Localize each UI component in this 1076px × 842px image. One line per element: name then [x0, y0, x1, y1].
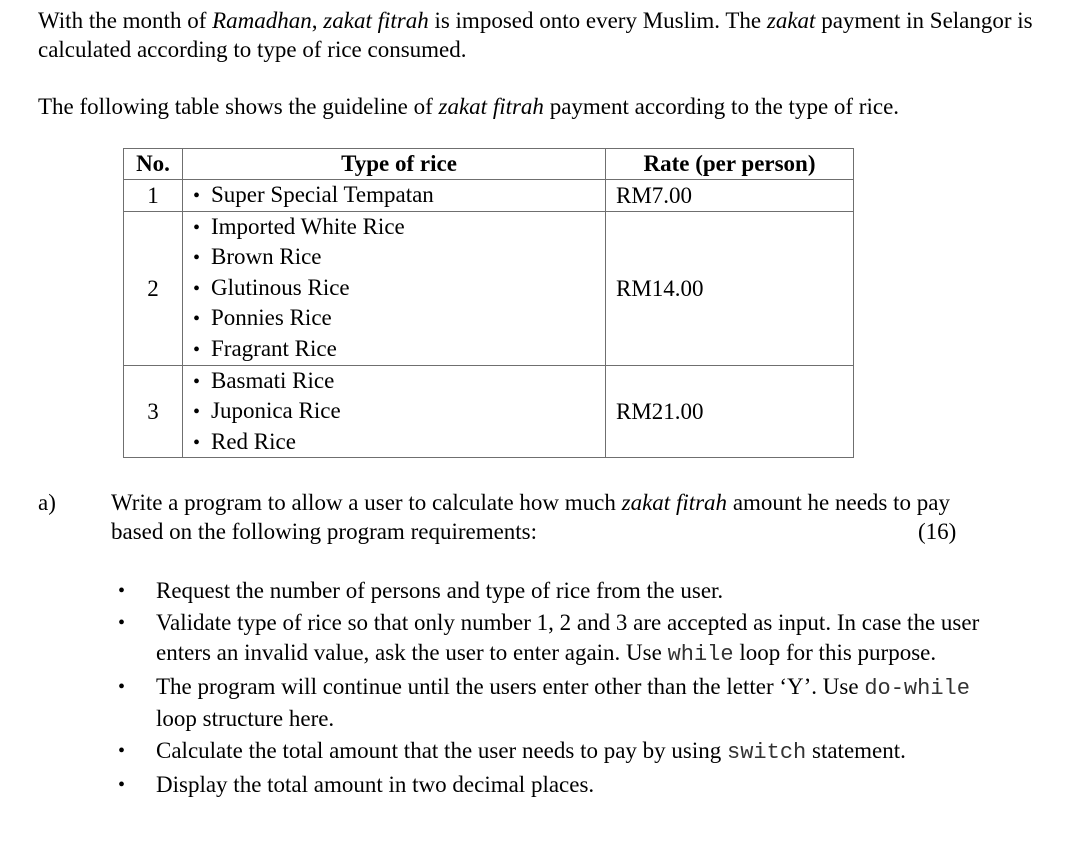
- header-type-of-rice: Type of rice: [183, 149, 606, 180]
- list-item: • Request the number of persons and type of rice from the user.: [110, 576, 990, 606]
- table-row: [124, 365, 854, 458]
- bullet-icon: •: [193, 247, 201, 270]
- question-text: Write a program to allow a user to calculate how much zakat fitrah amount he needs to pay based on the following program requirements:: [111, 490, 950, 544]
- list-item: • Display the total amount in two decimal places.: [110, 770, 990, 800]
- zakat-fitrah-term: zakat fitrah: [438, 94, 544, 119]
- table-intro-paragraph: The following table shows the guideline of zakat fitrah payment according to the type of rice.: [38, 94, 900, 119]
- code-keyword: switch: [727, 740, 807, 765]
- intro-paragraph: With the month of Ramadhan, zakat fitrah is imposed onto every Muslim. The zakat payment in Selangor is calculated according to type of rice consumed.: [38, 8, 1033, 62]
- rice-type-item: • Ponnies Rice: [193, 303, 605, 334]
- rice-types-cell: [183, 211, 606, 365]
- rice-type-item: • Super Special Tempatan: [193, 180, 605, 211]
- bullet-icon: •: [193, 401, 201, 424]
- zakat-fitrah-term: zakat fitrah: [621, 490, 728, 515]
- row-number: 1: [124, 180, 183, 212]
- rate-value: RM21.00: [606, 365, 854, 458]
- table-header-row: [124, 149, 854, 180]
- bullet-icon: •: [193, 185, 201, 207]
- list-item: • Validate type of rice so that only number 1, 2 and 3 are accepted as input. In case the user enters an invalid value, ask the user to enter again. Use while loop for this purpose.: [118, 610, 980, 667]
- table-row: [124, 211, 854, 365]
- rate-value: RM7.00: [606, 180, 854, 212]
- header-rate: Rate (per person): [606, 149, 854, 180]
- rice-types-cell: [183, 180, 606, 212]
- bullet-icon: •: [118, 774, 126, 796]
- bullet-icon: •: [193, 338, 201, 361]
- ramadhan-term: Ramadhan: [212, 8, 312, 33]
- rice-type-item: • Brown Rice: [193, 242, 605, 273]
- rice-type-item: • Imported White Rice: [193, 212, 605, 243]
- rate-value: RM14.00: [606, 211, 854, 365]
- requirements-list: [110, 576, 990, 802]
- row-number: 2: [124, 211, 183, 365]
- code-keyword: while: [667, 642, 734, 667]
- code-keyword: do-while: [864, 676, 970, 701]
- bullet-icon: •: [193, 370, 201, 393]
- question-marks: (16): [918, 519, 957, 544]
- row-number: 3: [124, 365, 183, 458]
- bullet-icon: •: [193, 216, 201, 239]
- rice-type-item: • Juponica Rice: [193, 396, 605, 427]
- zakat-fitrah-term: zakat fitrah: [323, 8, 429, 33]
- rice-types-cell: [183, 365, 606, 458]
- bullet-icon: •: [193, 277, 201, 300]
- bullet-icon: •: [118, 676, 126, 698]
- list-item: • The program will continue until the users enter other than the letter ‘Y’. Use do-while loop structure here.: [118, 674, 970, 731]
- rice-type-item: • Glutinous Rice: [193, 273, 605, 304]
- bullet-icon: •: [118, 740, 126, 762]
- bullet-icon: •: [193, 431, 201, 454]
- bullet-icon: •: [193, 308, 201, 331]
- rice-rate-table: [123, 148, 854, 458]
- question-label: a): [38, 490, 56, 515]
- zakat-term: zakat: [766, 8, 816, 33]
- rice-type-item: • Fragrant Rice: [193, 334, 605, 365]
- rice-type-item: • Basmati Rice: [193, 366, 605, 397]
- bullet-icon: •: [118, 580, 126, 602]
- list-item: • Calculate the total amount that the user needs to pay by using switch statement.: [118, 738, 906, 765]
- bullet-icon: •: [118, 612, 126, 634]
- rice-type-item: • Red Rice: [193, 427, 605, 458]
- table-row: [124, 180, 854, 212]
- header-no: No.: [124, 149, 183, 180]
